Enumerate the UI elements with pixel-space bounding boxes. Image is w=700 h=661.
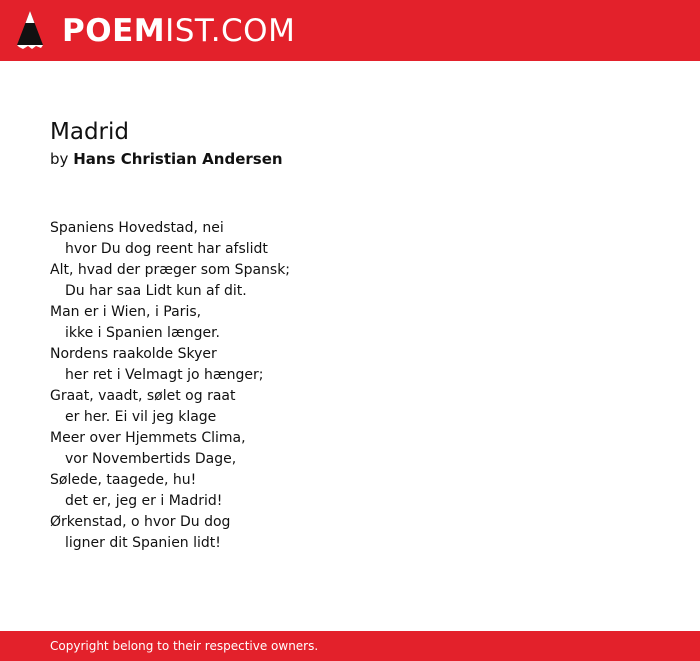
byline bbox=[50, 148, 283, 170]
poem-line: hvor Du dog reent har afslidt bbox=[65, 241, 268, 257]
poem-line: vor Novembertids Dage, bbox=[65, 451, 237, 467]
pencil-icon[interactable] bbox=[17, 11, 43, 51]
poem-line: Man er i Wien, i Paris, bbox=[50, 304, 202, 320]
copyright-text: Copyright belong to their respective owners. bbox=[50, 639, 319, 653]
site-footer bbox=[0, 631, 700, 661]
site-logo[interactable] bbox=[62, 11, 295, 51]
poem-line: Sølede, taagede, hu! bbox=[50, 472, 197, 488]
poem-title: Madrid bbox=[50, 119, 129, 145]
poem-line: Meer over Hjemmets Clima, bbox=[50, 430, 246, 446]
poem-line: ligner dit Spanien lidt! bbox=[65, 535, 221, 551]
poem-line: ikke i Spanien længer. bbox=[65, 325, 220, 341]
by-label: by bbox=[50, 150, 69, 168]
logo-text-bold: POEM bbox=[62, 13, 166, 49]
site-header bbox=[0, 0, 700, 61]
poem-line: Du har saa Lidt kun af dit. bbox=[65, 283, 247, 299]
author-name: Hans Christian Andersen bbox=[73, 150, 283, 168]
poem-line: Alt, hvad der præger som Spansk; bbox=[50, 262, 291, 278]
logo-text-light: IST.COM bbox=[165, 13, 296, 49]
poem-line: her ret i Velmagt jo hænger; bbox=[65, 367, 264, 383]
poem-line: Graat, vaadt, sølet og raat bbox=[50, 388, 236, 404]
poem-body bbox=[50, 218, 290, 554]
poem-line: det er, jeg er i Madrid! bbox=[65, 493, 223, 509]
poem-line: Ørkenstad, o hvor Du dog bbox=[50, 514, 231, 530]
poem-line: Nordens raakolde Skyer bbox=[50, 346, 217, 362]
poem-line: er her. Ei vil jeg klage bbox=[65, 409, 217, 425]
poem-line: Spaniens Hovedstad, nei bbox=[50, 220, 224, 236]
